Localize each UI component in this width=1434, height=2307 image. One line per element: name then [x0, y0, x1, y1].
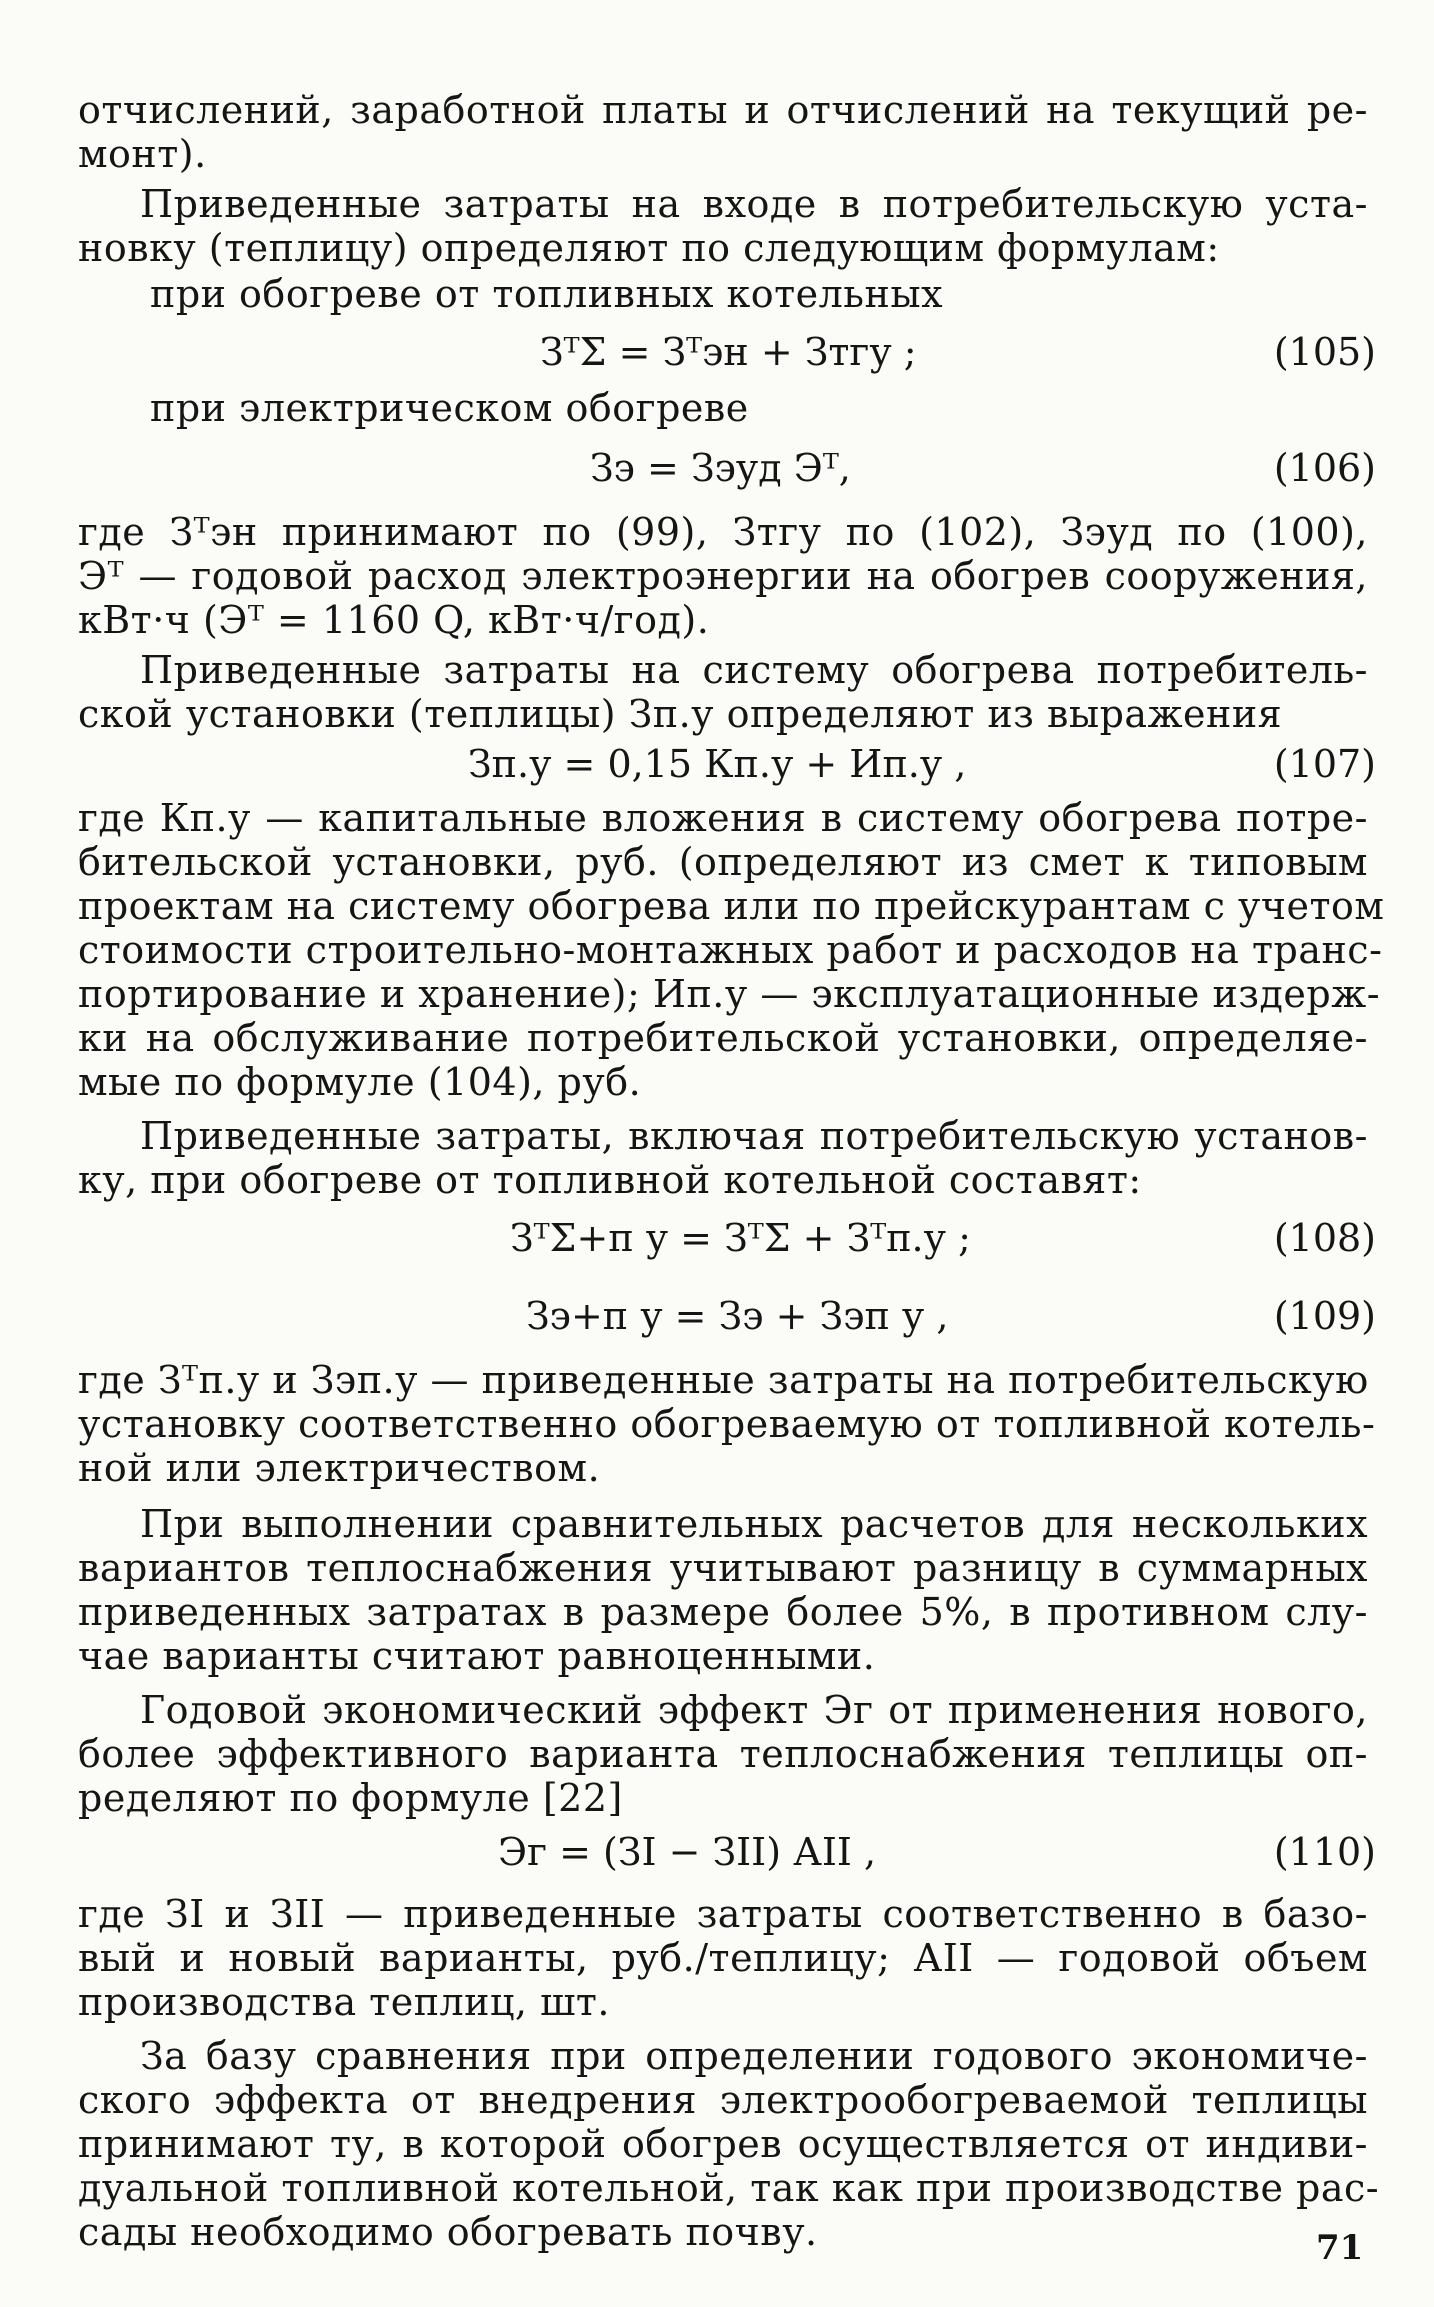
text-line: при электрическом обогреве [150, 386, 749, 430]
text-line: бительской установки, руб. (определяют из смет к типовым [78, 840, 1368, 884]
text-line: монт). [78, 132, 207, 176]
text-line: где ЗI и ЗII — приведенные затраты соответственно в базо- [78, 1892, 1368, 1936]
formula-108: ЗᵀΣ+п у = ЗᵀΣ + Зᵀп.у ; [510, 1216, 971, 1260]
text-line: ской установки (теплицы) Зп.у определяют из выражения [78, 692, 1283, 736]
equation-number: (107) [1273, 742, 1376, 786]
page-number: 71 [1316, 2228, 1364, 2268]
text-line: где Зᵀэн принимают по (99), Зтгу по (102), Зэуд по (100), [78, 510, 1368, 554]
text-line: Годовой экономический эффект Эг от применения нового, [140, 1688, 1368, 1732]
text-line: более эффективного варианта теплоснабжения теплицы оп- [78, 1732, 1368, 1776]
text-line: где Зᵀп.у и Зэп.у — приведенные затраты на потребительскую [78, 1358, 1369, 1402]
equation-number: (106) [1273, 446, 1376, 490]
text-line: производства теплиц, шт. [78, 1980, 611, 2024]
formula-105: ЗᵀΣ = Зᵀэн + Зтгу ; [540, 330, 917, 374]
text-line: Приведенные затраты на систему обогрева потребитель- [140, 648, 1368, 692]
text-line: приведенных затратах в размере более 5%, в противном слу- [78, 1590, 1368, 1634]
formula-106: Зэ = Зэуд Эᵀ, [590, 446, 851, 490]
text-line: вариантов теплоснабжения учитывают разницу в суммарных [78, 1546, 1368, 1590]
text-line: Приведенные затраты, включая потребительскую установ- [140, 1114, 1368, 1158]
text-line: ределяют по формуле [22] [78, 1776, 623, 1820]
text-line: ки на обслуживание потребительской установки, определяе- [78, 1016, 1368, 1060]
text-line: стоимости строительно-монтажных работ и расходов на транс- [78, 928, 1383, 972]
text-line: ной или электричеством. [78, 1446, 601, 1490]
text-line: дуальной топливной котельной, так как при производстве рас- [78, 2166, 1380, 2210]
text-line: отчислений, заработной платы и отчислений на текущий ре- [78, 88, 1368, 132]
text-line: при обогреве от топливных котельных [150, 272, 943, 316]
text-line: новку (теплицу) определяют по следующим формулам: [78, 226, 1220, 270]
text-line: установку соответственно обогреваемую от топливной котель- [78, 1402, 1376, 1446]
text-line: мые по формуле (104), руб. [78, 1060, 642, 1104]
text-line: Приведенные затраты на входе в потребительскую уста- [140, 182, 1368, 226]
text-line: проектам на систему обогрева или по прейскурантам с учетом [78, 884, 1385, 928]
text-line: портирование и хранение); Ип.у — эксплуатационные издерж- [78, 972, 1381, 1016]
text-line: ку, при обогреве от топливной котельной составят: [78, 1158, 1142, 1202]
text-line: ского эффекта от внедрения электрообогреваемой теплицы [78, 2078, 1368, 2122]
equation-number: (109) [1273, 1294, 1376, 1338]
text-line: кВт·ч (Эᵀ = 1160 Q, кВт·ч/год). [78, 598, 710, 642]
text-line: вый и новый варианты, руб./теплицу; АII — годовой объем [78, 1936, 1368, 1980]
text-line: При выполнении сравнительных расчетов для нескольких [140, 1502, 1368, 1546]
text-line: За базу сравнения при определении годового экономиче- [140, 2034, 1368, 2078]
text-line: принимают ту, в которой обогрев осуществляется от индиви- [78, 2122, 1368, 2166]
text-line: сады необходимо обогревать почву. [78, 2210, 818, 2254]
text-line: чае варианты считают равноценными. [78, 1634, 876, 1678]
formula-107: Зп.у = 0,15 Кп.у + Ип.у , [468, 742, 967, 786]
formula-109: Зэ+п у = Зэ + Зэп у , [526, 1294, 949, 1338]
equation-number: (105) [1273, 330, 1376, 374]
text-line: Эᵀ — годовой расход электроэнергии на обогрев сооружения, [78, 554, 1368, 598]
equation-number: (108) [1273, 1216, 1376, 1260]
text-line: где Кп.у — капитальные вложения в систему обогрева потре- [78, 796, 1368, 840]
formula-110: Эг = (ЗI − ЗII) АII , [498, 1830, 877, 1874]
equation-number: (110) [1273, 1830, 1376, 1874]
